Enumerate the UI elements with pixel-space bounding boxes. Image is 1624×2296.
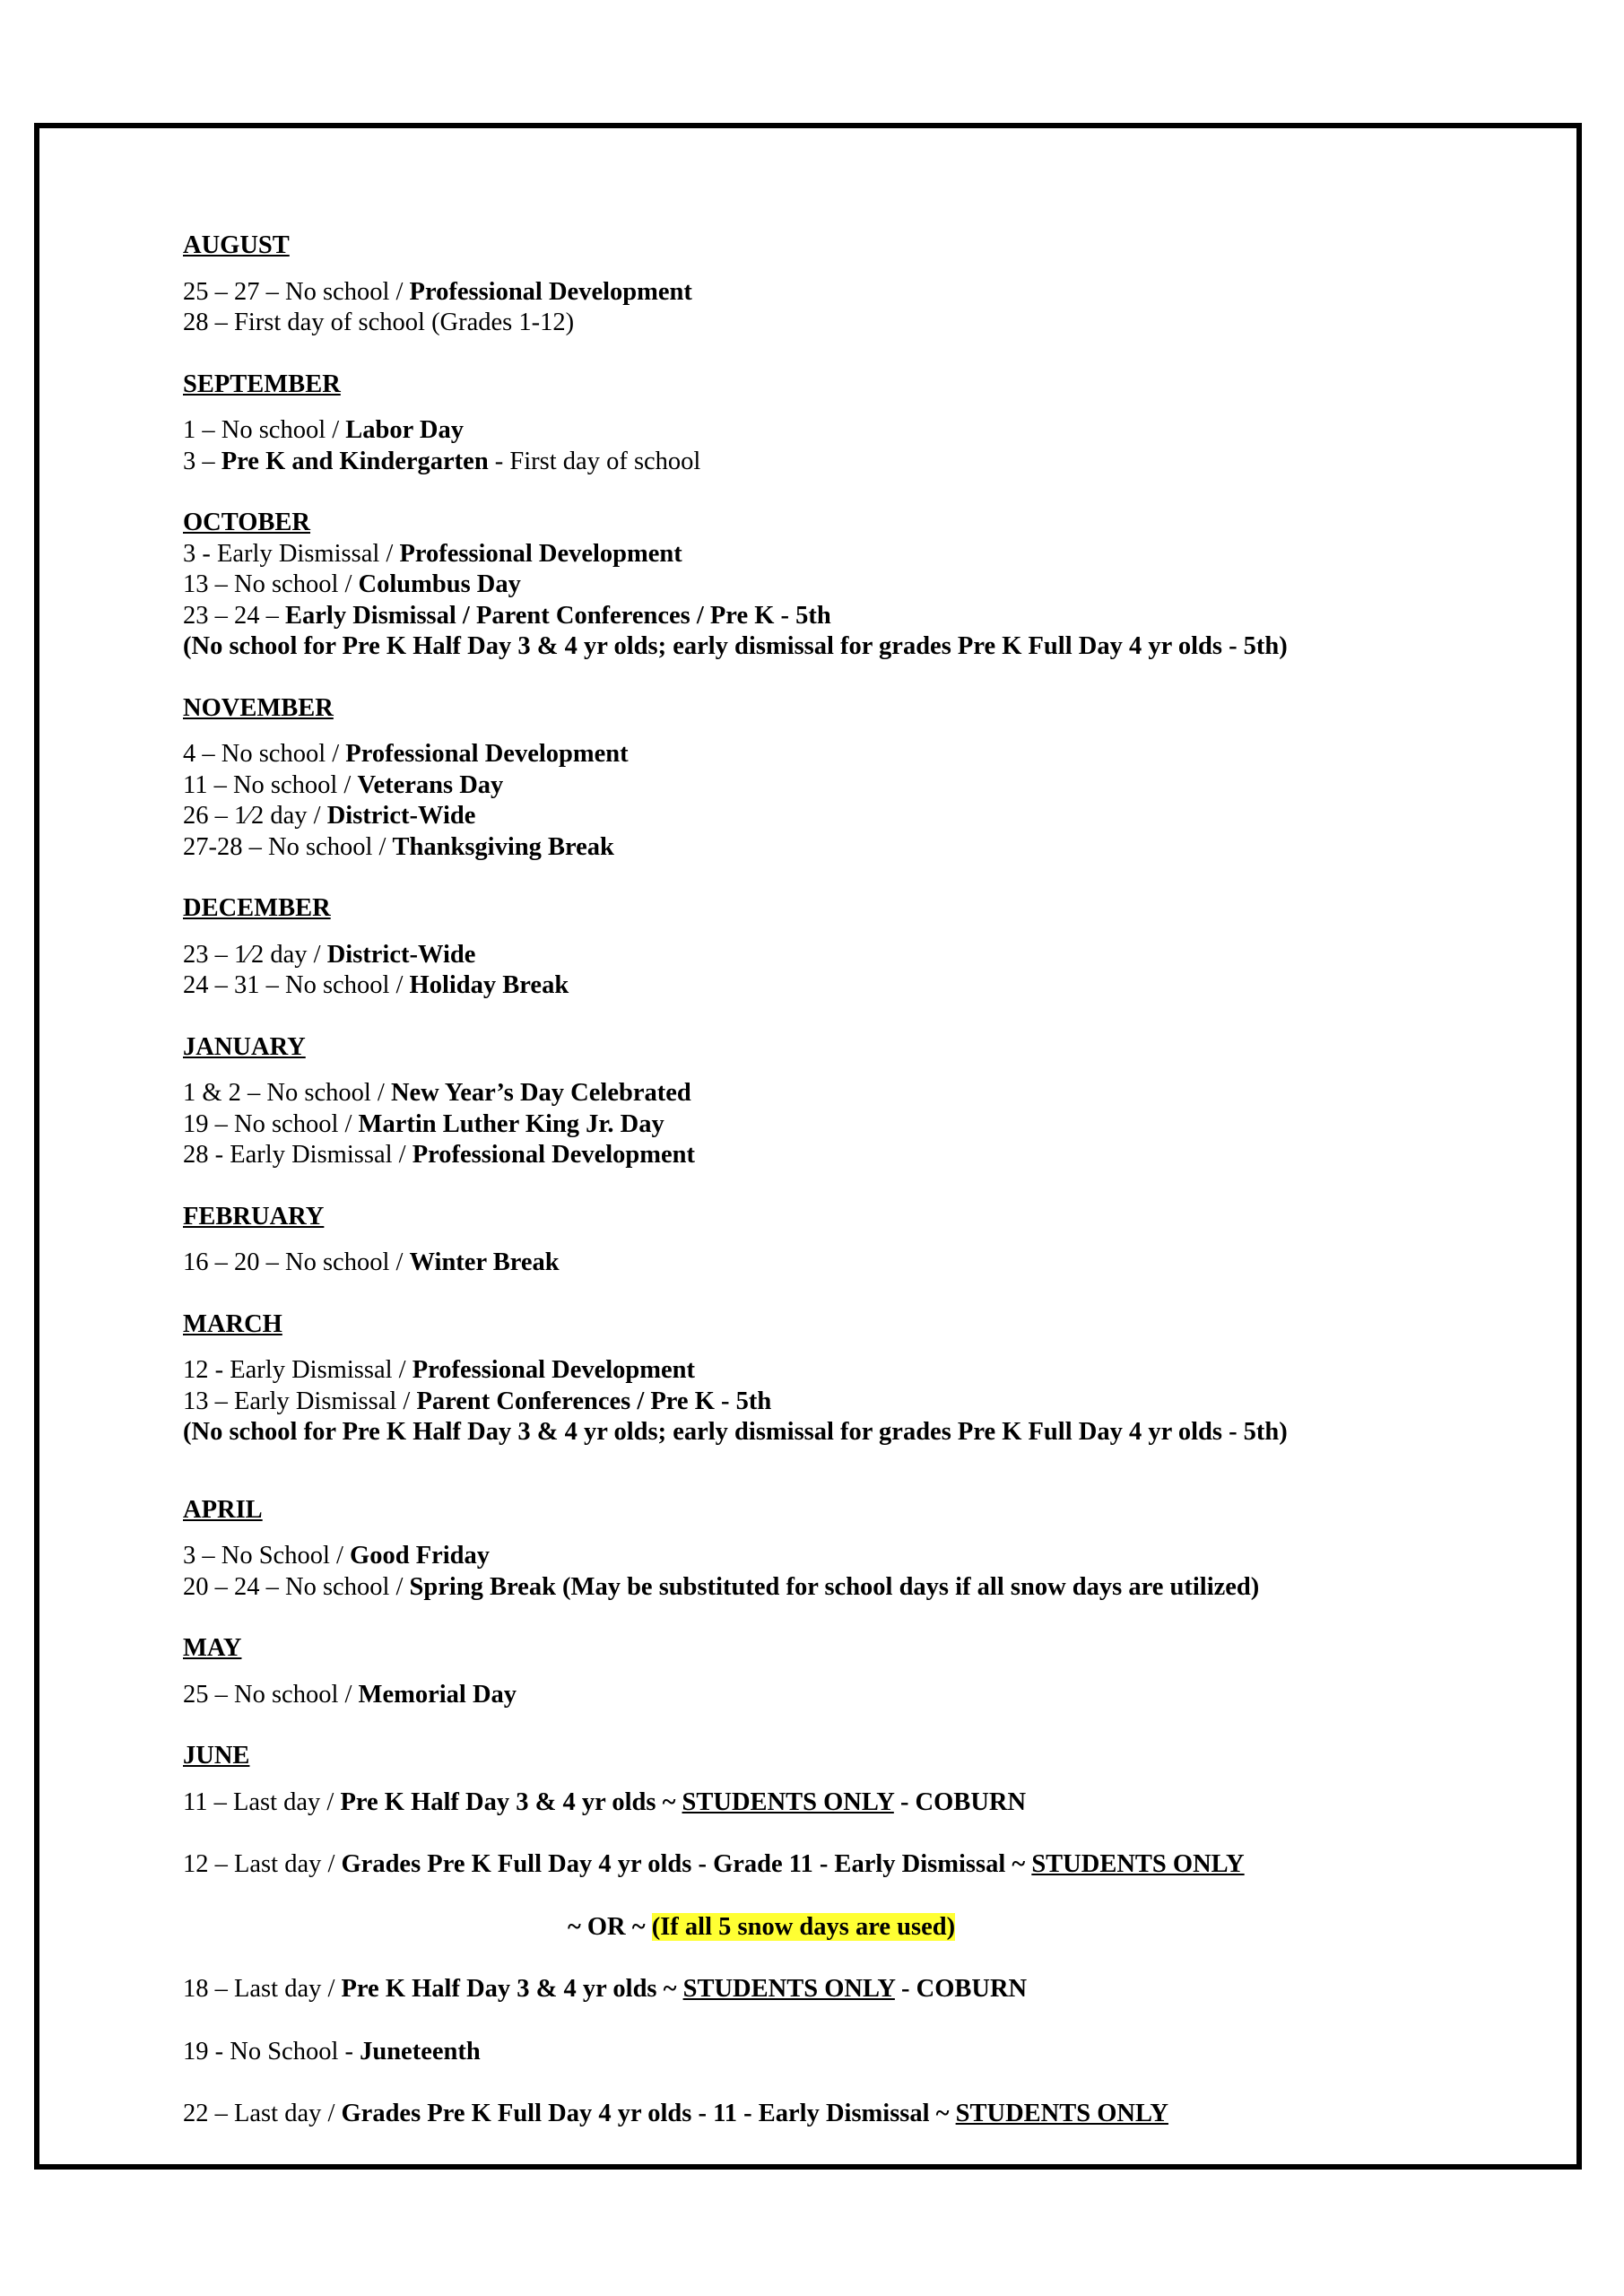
event-line: 26 – 1⁄2 day / District-Wide [183,802,476,830]
event-line: 1 – No school / Labor Day [183,416,464,444]
event-line: 18 – Last day / Pre K Half Day 3 & 4 yr olds ~ STUDENTS ONLY - COBURN [183,1975,1028,2003]
snow-days-highlight: (If all 5 snow days are used) [651,1912,956,1941]
event-line: 11 – Last day / Pre K Half Day 3 & 4 yr olds ~ STUDENTS ONLY - COBURN [183,1787,1027,1816]
section-august [183,230,1528,339]
section-january [183,1032,1528,1171]
month-heading: APRIL [183,1495,263,1524]
event-line: 11 – No school / Veterans Day [183,770,504,799]
section-september [183,370,1528,478]
event-line: 4 – No school / Professional Development [183,740,629,768]
month-heading: SEPTEMBER [183,370,341,398]
section-october [183,508,1528,663]
month-heading: MARCH [183,1309,282,1338]
event-line: 1 & 2 – No school / New Year’s Day Celebrated [183,1079,691,1107]
section-may [183,1633,1528,1710]
event-line: 27-28 – No school / Thanksgiving Break [183,832,614,861]
month-heading: AUGUST [183,231,290,259]
event-line: 13 – Early Dismissal / Parent Conferences / Pre K - 5th [183,1387,772,1415]
section-december [183,893,1528,1002]
event-line: 25 – 27 – No school / Professional Development [183,277,692,306]
month-heading: OCTOBER [183,509,311,536]
event-line: 12 - Early Dismissal / Professional Development [183,1356,695,1384]
event-note: (No school for Pre K Half Day 3 & 4 yr olds; early dismissal for grades Pre K Full Day 4 yr olds - 5th) [183,1418,1288,1446]
calendar-content [183,230,1528,2130]
month-heading: NOVEMBER [183,693,334,722]
event-line: 23 – 24 – Early Dismissal / Parent Conferences / Pre K - 5th [183,601,831,630]
month-heading: JANUARY [183,1032,306,1061]
event-line: 28 – First day of school (Grades 1-12) [183,309,575,336]
event-line: 23 – 1⁄2 day / District-Wide [183,940,476,969]
section-february [183,1202,1528,1279]
event-line: 24 – 31 – No school / Holiday Break [183,971,569,999]
section-november [183,693,1528,864]
alternate-separator: ~ OR ~ (If all 5 snow days are used) [567,1912,956,1941]
event-line: 3 - Early Dismissal / Professional Development [183,539,682,568]
event-line: 12 – Last day / Grades Pre K Full Day 4 yr olds - Grade 11 - Early Dismissal ~ STUDENTS ONLY [183,1850,1245,1878]
event-note: (No school for Pre K Half Day 3 & 4 yr olds; early dismissal for grades Pre K Full Day 4 yr olds - 5th) [183,632,1288,660]
event-line: 13 – No school / Columbus Day [183,570,521,598]
section-march [183,1309,1528,1448]
month-heading: DECEMBER [183,894,331,922]
event-line: 3 – No School / Good Friday [183,1542,491,1570]
event-line: 19 - No School - Juneteenth [183,2037,481,2066]
event-line: 25 – No school / Memorial Day [183,1680,517,1709]
event-line: 3 – Pre K and Kindergarten - First day of school [183,447,701,475]
event-line: 16 – 20 – No school / Winter Break [183,1248,560,1276]
month-heading: FEBRUARY [183,1202,325,1231]
event-line: 19 – No school / Martin Luther King Jr. Day [183,1109,664,1138]
section-april [183,1495,1528,1604]
event-line: 20 – 24 – No school / Spring Break (May be substituted for school days if all snow days are utilized) [183,1572,1260,1601]
month-heading: MAY [183,1634,242,1662]
event-line: 22 – Last day / Grades Pre K Full Day 4 yr olds - 11 - Early Dismissal ~ STUDENTS ONLY [183,2100,1168,2127]
section-june [183,1741,1528,2130]
month-heading: JUNE [183,1742,250,1770]
event-line: 28 - Early Dismissal / Professional Development [183,1141,695,1169]
